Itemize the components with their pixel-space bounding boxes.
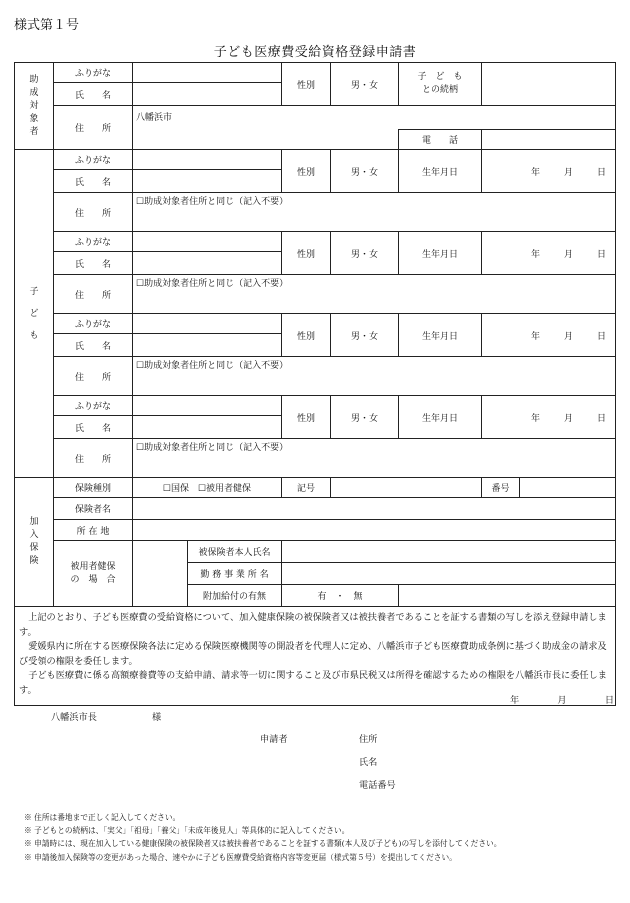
symbol-label: 記号	[282, 478, 331, 498]
applicant-address-label: 住所	[359, 734, 378, 745]
child4-birth-label: 生年月日	[399, 396, 482, 439]
mayor-addressee: 八幡浜市長	[51, 712, 97, 723]
relation-field[interactable]	[482, 63, 616, 106]
notes	[24, 811, 501, 864]
recipient-phone-field[interactable]	[482, 130, 616, 150]
child3-address-field[interactable]	[133, 371, 616, 396]
child1-birth-label: 生年月日	[399, 150, 482, 193]
child4-birth-field[interactable]: 年 月 日	[482, 396, 616, 439]
child4-name-field[interactable]	[133, 416, 282, 439]
insured-person-field[interactable]	[282, 541, 616, 563]
number-field[interactable]	[520, 478, 616, 498]
child1-sex-options[interactable]: 男・女	[331, 150, 399, 193]
note-item: ※ 申請時には、現在加入している健康保険の被保険者又は被扶養者であることを証する書類(本人及び子ども)の写しを添付してください。	[24, 839, 502, 849]
form-number: 様式第１号	[14, 18, 80, 33]
note-item: ※ 子どもとの続柄は、「実父」「祖母」「養父」「未成年後見人」等具体的に記入してください。	[24, 826, 350, 836]
insurance-type-checkboxes[interactable]: ☐国保 ☐被用者健保	[133, 478, 282, 498]
child2-name-label: 氏 名	[54, 252, 133, 275]
applicant-label: 申請者	[260, 734, 288, 745]
child1-name-field[interactable]	[133, 170, 282, 193]
child3-sex-options[interactable]: 男・女	[331, 314, 399, 357]
child2-furigana-label: ふりがな	[54, 232, 133, 252]
child3-name-field[interactable]	[133, 334, 282, 357]
child1-furigana-label: ふりがな	[54, 150, 133, 170]
workplace-label: 勤 務 事 業 所 名	[188, 563, 282, 585]
applicant-phone-label: 電話番号	[359, 780, 396, 791]
insurer-name-label: 保険者名	[54, 498, 133, 520]
number-label: 番号	[482, 478, 520, 498]
page-title: 子ども医療費受給資格登録申請書	[213, 45, 417, 60]
applicant-name-label: 氏名	[359, 757, 378, 768]
child3-sex-label: 性別	[282, 314, 331, 357]
child2-sex-label: 性別	[282, 232, 331, 275]
declaration-p3: 子ども医療費に係る高額療養費等の支給申請、請求等一切に関すること及び市県民税又は所得を確認するための権限を八幡浜市長に委任します。	[19, 670, 607, 696]
declaration-p1: 上記のとおり、子ども医療費の受給資格について、加入健康保険の被保険者又は被扶養者であることを証する書類の写しを添え登録申請します。	[19, 612, 607, 638]
child1-birth-field[interactable]: 年 月 日	[482, 150, 616, 193]
child2-name-field[interactable]	[133, 252, 282, 275]
insurer-location-label: 所 在 地	[54, 520, 133, 541]
child4-furigana-field[interactable]	[133, 396, 282, 416]
child4-name-label: 氏 名	[54, 416, 133, 439]
recipient-furigana-field[interactable]	[133, 63, 282, 83]
employee-insurance-case-label: 被用者健保 の 場 合	[54, 541, 133, 607]
child4-address-label: 住 所	[54, 439, 133, 478]
children-section-label: 子 ど も	[15, 150, 54, 478]
child3-birth-label: 生年月日	[399, 314, 482, 357]
child3-birth-field[interactable]: 年 月 日	[482, 314, 616, 357]
child2-address-label: 住 所	[54, 275, 133, 314]
child4-sex-options[interactable]: 男・女	[331, 396, 399, 439]
insurer-name-field[interactable]	[133, 498, 616, 520]
child2-birth-label: 生年月日	[399, 232, 482, 275]
child4-furigana-label: ふりがな	[54, 396, 133, 416]
child1-furigana-field[interactable]	[133, 150, 282, 170]
child3-name-label: 氏 名	[54, 334, 133, 357]
child3-same-address-checkbox[interactable]: ☐助成対象者住所と同じ（記入不要）	[133, 357, 616, 372]
recipient-address-field[interactable]: 八幡浜市	[133, 106, 616, 130]
insurance-type-label: 保険種別	[54, 478, 133, 498]
child3-furigana-label: ふりがな	[54, 314, 133, 334]
note-item: ※ 住所は番地まで正しく記入してください。	[24, 813, 181, 822]
recipient-name-field[interactable]	[133, 83, 282, 106]
symbol-field[interactable]	[331, 478, 482, 498]
note-item: ※ 申請後加入保険等の変更があった場合、速やかに子ども医療費受給資格内容等変更届（様式第５号）を提出してください。	[24, 852, 457, 862]
insured-person-label: 被保険者本人氏名	[188, 541, 282, 563]
recipient-sex-options[interactable]: 男・女	[331, 63, 399, 106]
recipient-phone-label: 電 話	[399, 130, 482, 150]
declaration-p2: 愛媛県内に所在する医療保険各法に定める保険医療機関等の開設者を代理人に定め、八幡浜市子ども医療費助成条例に基づく助成金の請求及び受領の権限を委任します。	[19, 641, 607, 667]
child3-address-label: 住 所	[54, 357, 133, 396]
relation-label: 子 ど も との続柄	[399, 63, 482, 106]
application-date[interactable]: 年 月 日	[510, 695, 614, 706]
child4-sex-label: 性別	[282, 396, 331, 439]
child2-sex-options[interactable]: 男・女	[331, 232, 399, 275]
child1-same-address-checkbox[interactable]: ☐助成対象者住所と同じ（記入不要）	[133, 193, 616, 208]
child2-same-address-checkbox[interactable]: ☐助成対象者住所と同じ（記入不要）	[133, 275, 616, 290]
mayor-honorific: 様	[152, 712, 162, 723]
recipient-address-label: 住 所	[54, 106, 133, 150]
additional-benefit-options[interactable]: 有 ・ 無	[282, 585, 399, 607]
recipient-name-label: 氏 名	[54, 83, 133, 106]
child4-same-address-checkbox[interactable]: ☐助成対象者住所と同じ（記入不要）	[133, 439, 616, 454]
child4-address-field[interactable]	[133, 453, 616, 478]
additional-benefit-label: 附加給付の有無	[188, 585, 282, 607]
insurer-location-field[interactable]	[133, 520, 616, 541]
child2-birth-field[interactable]: 年 月 日	[482, 232, 616, 275]
declaration-block	[15, 607, 616, 791]
application-form-table	[14, 62, 616, 791]
child1-name-label: 氏 名	[54, 170, 133, 193]
child1-sex-label: 性別	[282, 150, 331, 193]
child2-furigana-field[interactable]	[133, 232, 282, 252]
insurance-section-label: 加 入 保 険	[15, 478, 54, 607]
recipient-section-label: 助 成 対 象 者	[15, 63, 54, 150]
child1-address-label: 住 所	[54, 193, 133, 232]
child2-address-field[interactable]	[133, 289, 616, 314]
workplace-field[interactable]	[282, 563, 616, 585]
child1-address-field[interactable]	[133, 207, 616, 232]
recipient-furigana-label: ふりがな	[54, 63, 133, 83]
child3-furigana-field[interactable]	[133, 314, 282, 334]
recipient-sex-label: 性別	[282, 63, 331, 106]
